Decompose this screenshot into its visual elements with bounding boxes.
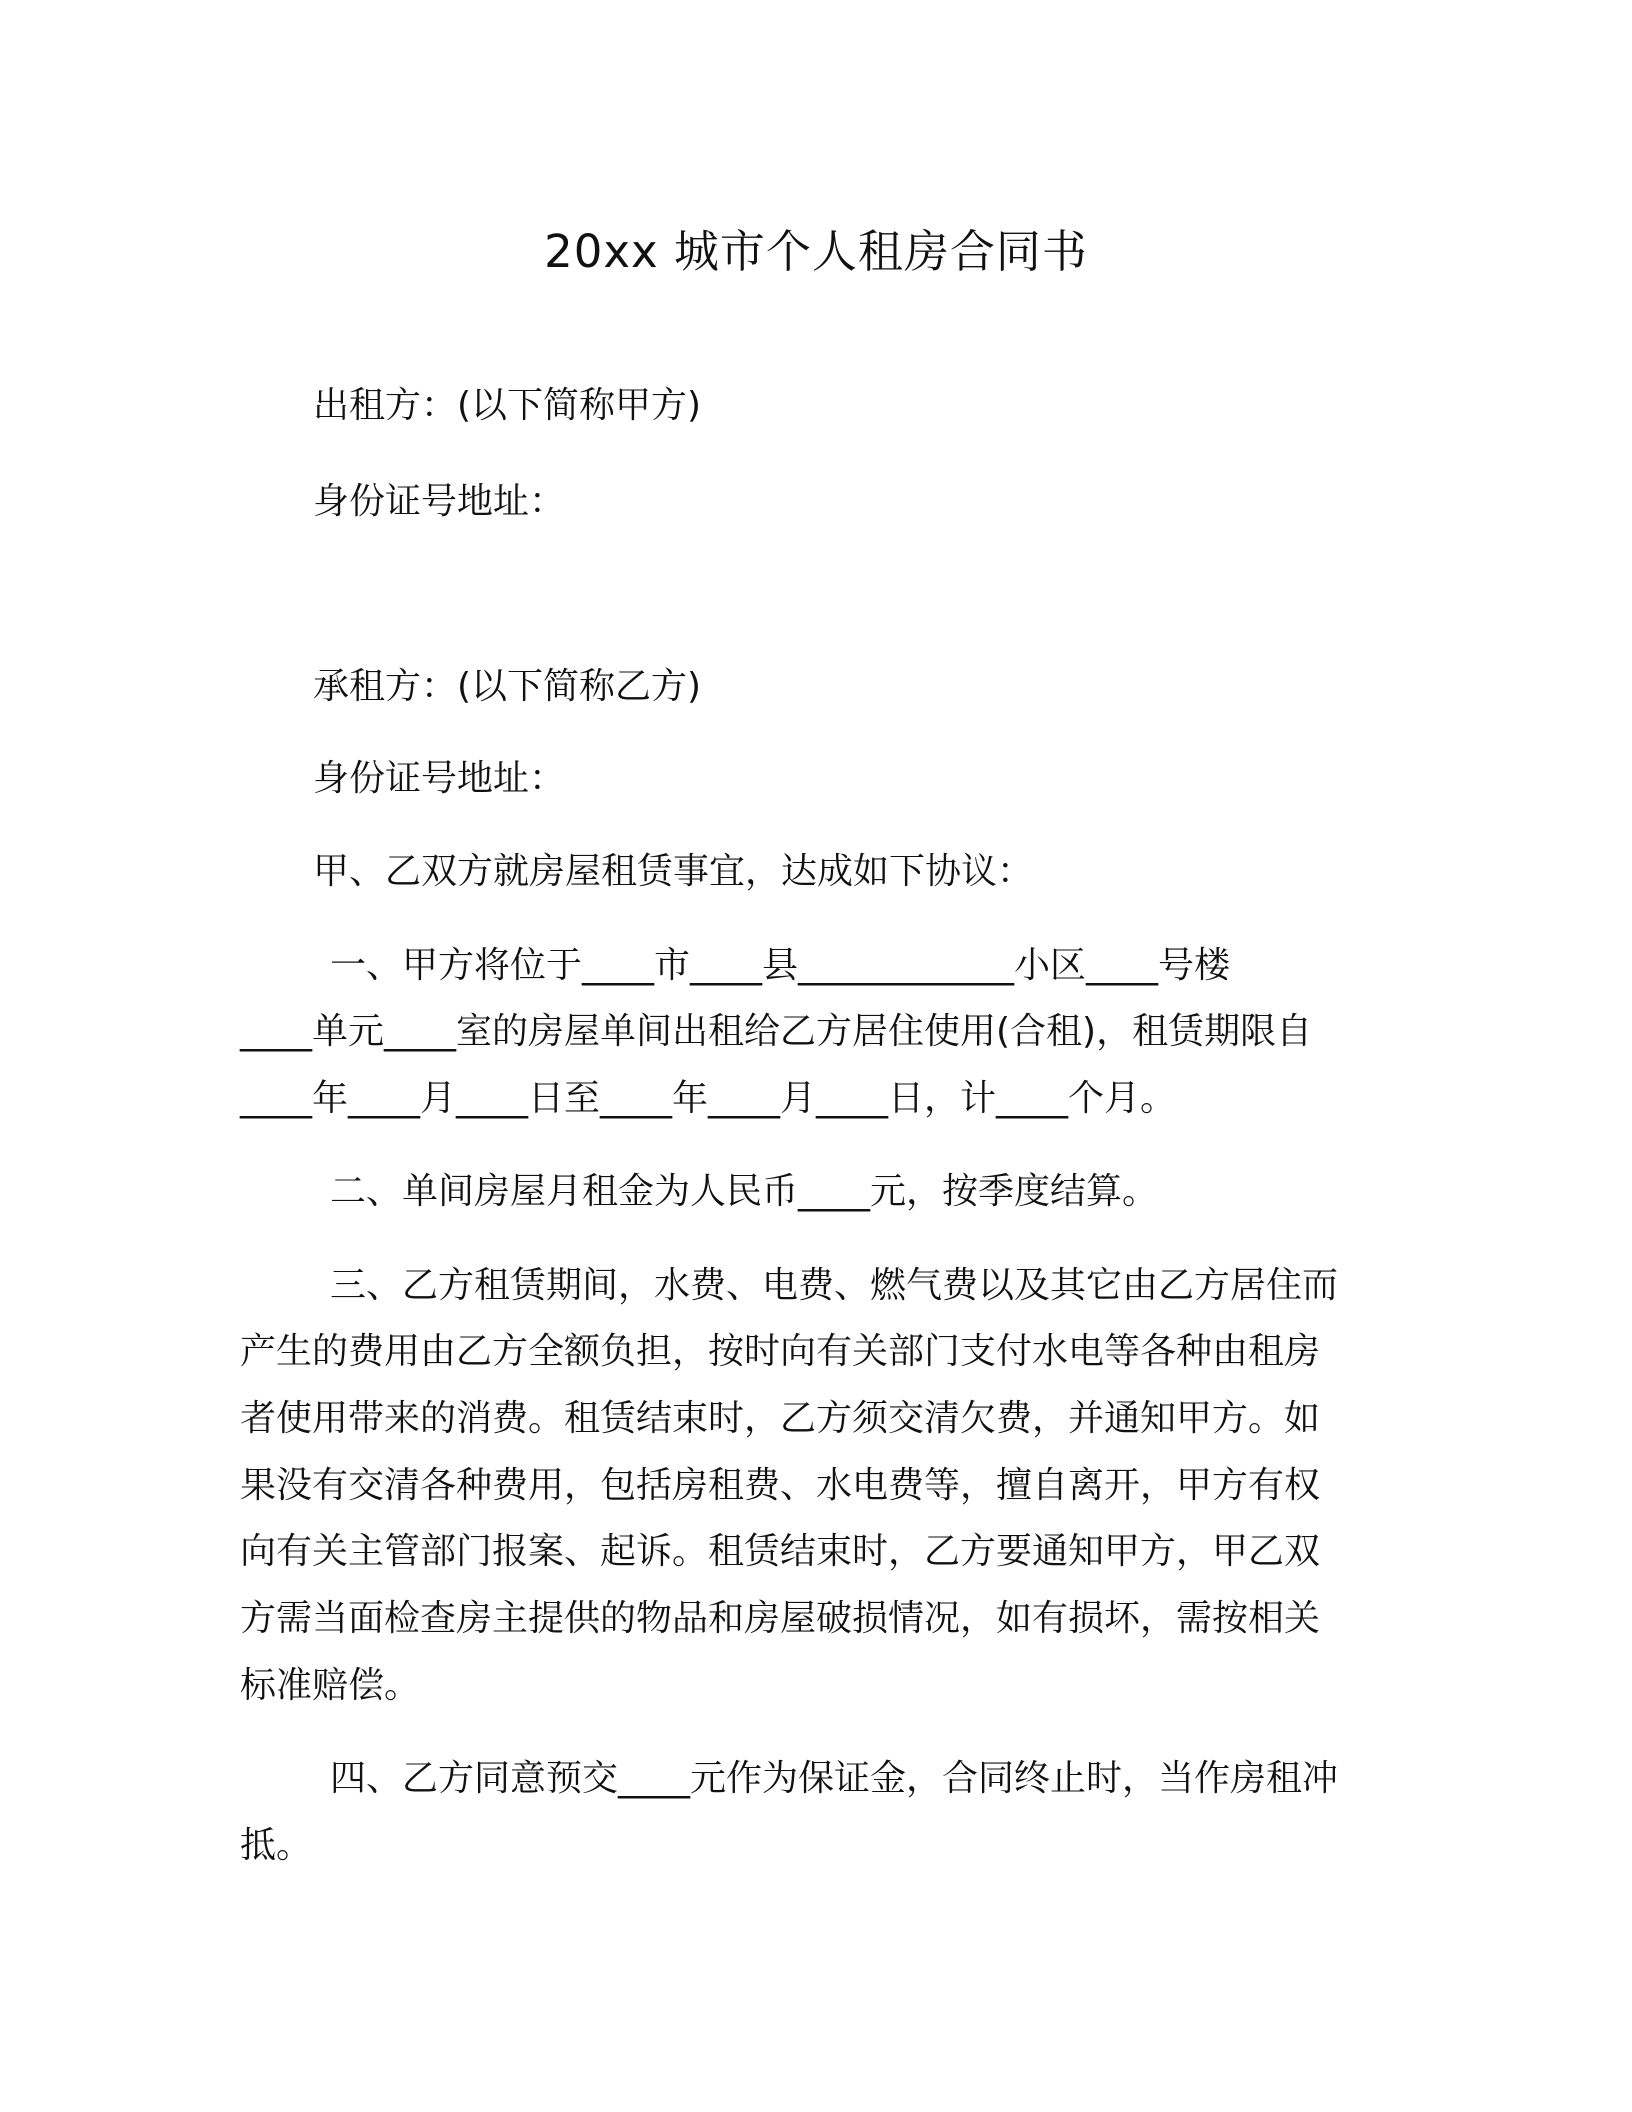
clause-1-line-1: 一、甲方将位于____市____县____________小区____号楼 [330, 945, 1231, 986]
agreement-intro: 甲、乙双方就房屋租赁事宜，达成如下协议： [313, 851, 1034, 892]
clause-1-line-3: ____年____月____日至____年____月____日，计____个月。 [240, 1078, 1177, 1119]
clause-3-line-4: 果没有交清各种费用，包括房租费、水电费等，擅自离开，甲方有权 [240, 1465, 1321, 1506]
clause-3-line-5: 向有关主管部门报案、起诉。租赁结束时，乙方要通知甲方，甲乙双 [240, 1531, 1321, 1572]
clause-3-line-7: 标准赔偿。 [240, 1665, 421, 1706]
clause-3-line-1: 三、乙方租赁期间，水费、电费、燃气费以及其它由乙方居住而 [330, 1265, 1339, 1306]
lessee-id-address: 身份证号地址： [313, 758, 566, 799]
clause-2: 二、单间房屋月租金为人民币____元，按季度结算。 [330, 1171, 1159, 1212]
lessee-label: 承租方：(以下简称乙方) [313, 666, 702, 707]
clause-3-line-6: 方需当面检查房主提供的物品和房屋破损情况，如有损坏，需按相关 [240, 1598, 1321, 1639]
lessor-label: 出租方：(以下简称甲方) [313, 385, 702, 426]
clause-3-line-3: 者使用带来的消费。租赁结束时，乙方须交清欠费，并通知甲方。如 [240, 1398, 1321, 1439]
clause-4-line-1: 四、乙方同意预交____元作为保证金，合同终止时，当作房租冲 [330, 1758, 1339, 1799]
clause-1-line-2: ____单元____室的房屋单间出租给乙方居住使用(合租)，租赁期限自 [240, 1011, 1313, 1052]
clause-3-line-2: 产生的费用由乙方全额负担，按时向有关部门支付水电等各种由租房 [240, 1331, 1321, 1372]
clause-4-line-2: 抵。 [240, 1825, 313, 1866]
document-title: 20xx 城市个人租房合同书 [544, 225, 1088, 278]
lessor-id-address: 身份证号地址： [313, 481, 566, 522]
